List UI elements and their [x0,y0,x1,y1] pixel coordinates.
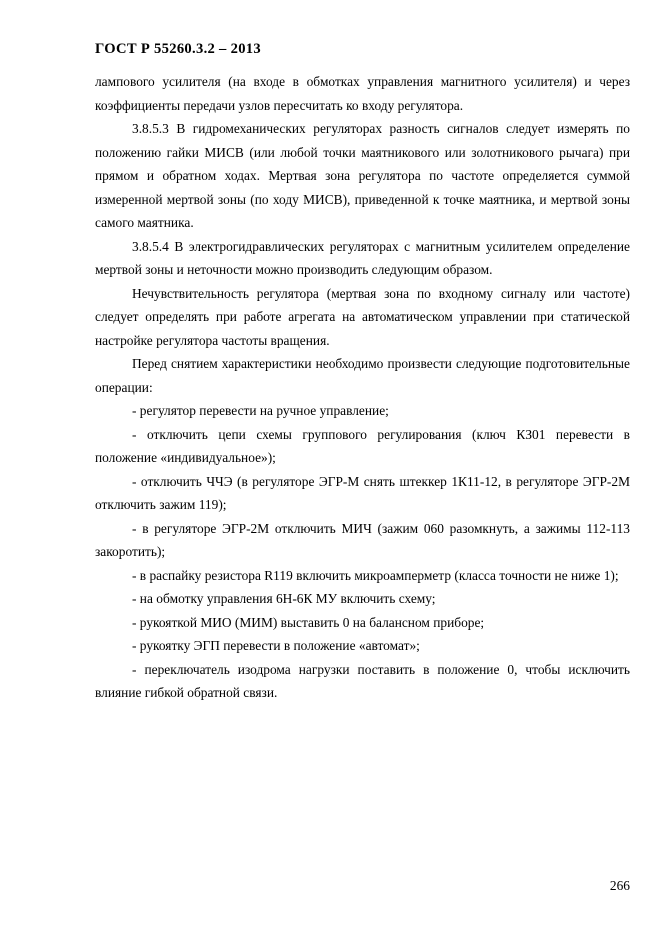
list-item: - отключить цепи схемы группового регулирования (ключ КЗ01 перевести в положение «индивидуальное»); [95,426,630,465]
list-item: - переключатель изодрома нагрузки поставить в положение 0, чтобы исключить влияние гибкой обратной связи. [95,661,630,700]
paragraph-3-8-5-4: 3.8.5.4 В электрогидравлических регуляторах с магнитным усилителем определение мертвой зоны и неточности можно производить следующим образом. [95,238,630,277]
list-item: - регулятор перевести на ручное управление; [132,403,389,418]
standard-header: ГОСТ Р 55260.3.2 – 2013 [95,41,261,57]
document-body [95,70,630,705]
list-item: - в распайку резистора R119 включить микроамперметр (класса точности не ниже 1); [132,567,619,583]
paragraph-continuation: лампового усилителя (на входе в обмотках управления магнитного усилителя) и через коэффициенты передачи узлов пересчитать ко входу регулятора. [95,74,630,113]
paragraph-insensitivity: Нечувствительность регулятора (мертвая зона по входному сигналу или частоте) следует определять при работе агрегата на автоматическом управлении при статической настройке регулятора частоты вращения. [95,285,630,348]
page-number: 266 [609,878,630,893]
list-item: - рукоятку ЭГП перевести в положение «автомат»; [132,638,420,653]
list-item: - на обмотку управления 6Н-6К МУ включить схему; [132,591,436,606]
list-item: - отключить ЧЧЭ (в регуляторе ЭГР-М снять штеккер 1К11-12, в регуляторе ЭГР-2М отключить зажим 119); [95,473,630,512]
list-item: - в регуляторе ЭГР-2М отключить МИЧ (зажим 060 разомкнуть, а зажимы 112-113 закоротить); [95,520,630,559]
paragraph-3-8-5-3: 3.8.5.3 В гидромеханических регуляторах разность сигналов следует измерять по положению гайки МИСВ (или любой точки маятникового или золотникового рычага) при прямом и обратном ходах. Мертвая зона регулятора по частоте определяется суммой измеренной мертвой зоны (по ходу МИСВ), приведенной к точке маятника, и мертвой зоны самого маятника. [95,121,630,230]
list-item: - рукояткой МИО (МИМ) выставить 0 на балансном приборе; [132,614,485,630]
paragraph-preparation: Перед снятием характеристики необходимо произвести следующие подготовительные операции: [95,356,630,395]
